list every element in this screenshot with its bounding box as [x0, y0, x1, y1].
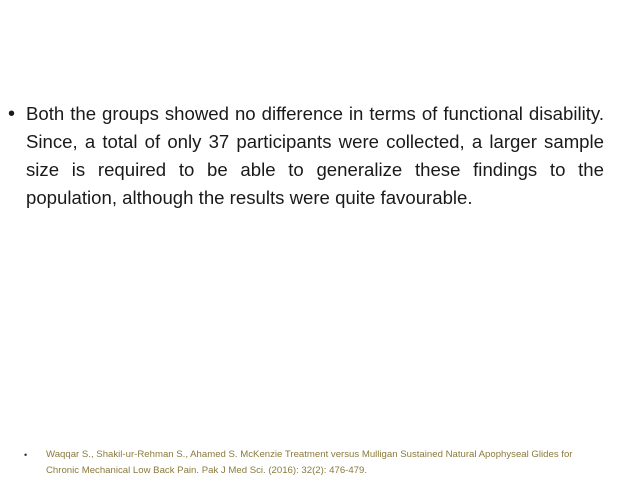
bullet-icon: • — [8, 103, 16, 125]
reference-item — [24, 447, 604, 478]
main-bullet-text: Both the groups showed no difference in terms of functional disability. Since, a total of only 37 participants were collected, a larger sample size is required to be able to generalize these findings to the population, although the results were quite favourable. — [26, 103, 604, 208]
reference-text: Waqqar S., Shakil-ur-Rehman S., Ahamed S. McKenzie Treatment versus Mulligan Sustained Natural Apophyseal Glides for Chronic Mechanical Low Back Pain. Pak J Med Sci. (2016): 32(2): 476-479. — [46, 449, 573, 476]
reference-bullet-icon: • — [24, 450, 28, 460]
main-bullet-item — [8, 100, 604, 212]
